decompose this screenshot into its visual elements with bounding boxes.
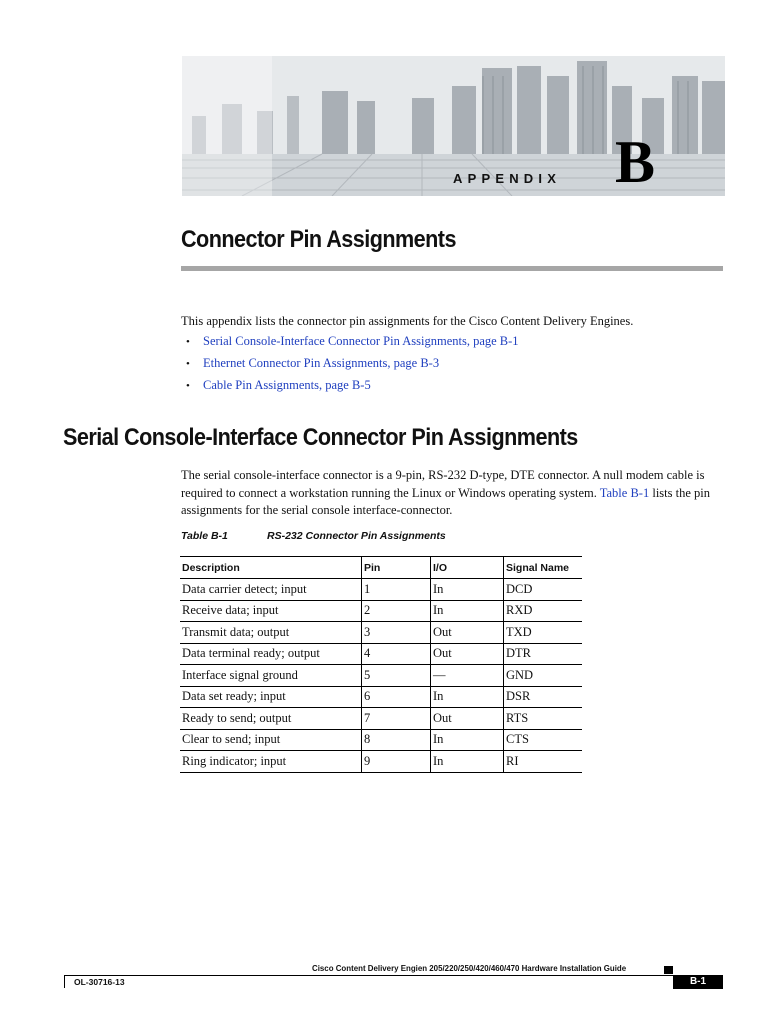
toc-link-cable[interactable]: Cable Pin Assignments, page B-5 — [203, 378, 371, 392]
cell-pin: 6 — [362, 686, 431, 708]
table-caption-id: Table B-1 — [181, 530, 228, 542]
table-row — [180, 665, 582, 687]
cell-signal: RTS — [504, 708, 583, 730]
toc-list — [186, 334, 519, 400]
footer-page-number: B-1 — [673, 975, 723, 989]
table-row — [180, 579, 582, 601]
cell-pin: 2 — [362, 600, 431, 622]
chapter-title: Connector Pin Assignments — [181, 226, 456, 253]
table-row — [180, 622, 582, 644]
cell-io: Out — [431, 708, 504, 730]
cell-signal: RXD — [504, 600, 583, 622]
cell-signal: DSR — [504, 686, 583, 708]
cell-description: Receive data; input — [180, 600, 362, 622]
cell-io: In — [431, 600, 504, 622]
table-row — [180, 708, 582, 730]
appendix-letter: B — [615, 129, 656, 195]
cell-signal: CTS — [504, 729, 583, 751]
cell-pin: 8 — [362, 729, 431, 751]
header-pin: Pin — [362, 557, 431, 579]
cell-description: Clear to send; input — [180, 729, 362, 751]
cell-description: Transmit data; output — [180, 622, 362, 644]
table-row — [180, 751, 582, 773]
cell-pin: 5 — [362, 665, 431, 687]
paragraph-text: The serial console-interface connector is a 9-pin, RS-232 D-type, DTE connector. A null modem cable is required to connect a workstation running the Linux or Windows operating system. — [181, 468, 705, 500]
table-row — [180, 600, 582, 622]
cell-io: In — [431, 751, 504, 773]
cell-pin: 4 — [362, 643, 431, 665]
table-caption-title: RS-232 Connector Pin Assignments — [267, 530, 446, 542]
table-row — [180, 729, 582, 751]
cell-io: Out — [431, 622, 504, 644]
table-caption — [181, 530, 446, 542]
footer-doc-number: OL-30716-13 — [74, 977, 125, 987]
cell-io: — — [431, 665, 504, 687]
cell-description: Data set ready; input — [180, 686, 362, 708]
toc-link-ethernet[interactable]: Ethernet Connector Pin Assignments, page B-3 — [203, 356, 440, 370]
toc-item — [186, 334, 519, 356]
section-paragraph — [181, 467, 726, 520]
cell-signal: GND — [504, 665, 583, 687]
cell-pin: 7 — [362, 708, 431, 730]
bullet-icon: • — [186, 336, 190, 348]
cell-description: Ready to send; output — [180, 708, 362, 730]
toc-item — [186, 378, 519, 400]
table-row — [180, 643, 582, 665]
cell-pin: 3 — [362, 622, 431, 644]
cell-io: In — [431, 579, 504, 601]
bullet-icon: • — [186, 380, 190, 392]
table-row — [180, 686, 582, 708]
footer-guide-title: Cisco Content Delivery Engien 205/220/250/420/460/470 Hardware Installation Guide — [312, 963, 627, 973]
header-io: I/O — [431, 557, 504, 579]
title-rule — [181, 266, 723, 271]
footer-marker — [664, 966, 673, 974]
section-title: Serial Console-Interface Connector Pin Assignments — [63, 424, 578, 451]
paragraph-text: lists the pin assignments for the serial console interface-connector. — [181, 485, 710, 517]
cell-io: In — [431, 729, 504, 751]
footer-tick — [64, 975, 65, 988]
header-signal-name: Signal Name — [504, 557, 583, 579]
footer-rule — [64, 975, 723, 976]
cell-signal: DCD — [504, 579, 583, 601]
bullet-icon: • — [186, 358, 190, 370]
table-reference-link[interactable]: Table B-1 — [599, 485, 650, 500]
appendix-label: APPENDIX — [453, 171, 562, 186]
cell-description: Data terminal ready; output — [180, 643, 362, 665]
cell-signal: TXD — [504, 622, 583, 644]
appendix-banner — [182, 56, 725, 196]
header-description: Description — [180, 557, 362, 579]
pin-assignment-table — [180, 556, 582, 773]
cell-description: Ring indicator; input — [180, 751, 362, 773]
cell-description: Interface signal ground — [180, 665, 362, 687]
cell-io: In — [431, 686, 504, 708]
cell-pin: 1 — [362, 579, 431, 601]
toc-link-serial[interactable]: Serial Console-Interface Connector Pin Assignments, page B-1 — [203, 334, 519, 348]
intro-paragraph: This appendix lists the connector pin assignments for the Cisco Content Delivery Engines. — [181, 314, 634, 328]
cell-signal: RI — [504, 751, 583, 773]
cell-pin: 9 — [362, 751, 431, 773]
toc-item — [186, 356, 519, 378]
cell-io: Out — [431, 643, 504, 665]
cell-signal: DTR — [504, 643, 583, 665]
table-header-row — [180, 557, 582, 579]
cell-description: Data carrier detect; input — [180, 579, 362, 601]
